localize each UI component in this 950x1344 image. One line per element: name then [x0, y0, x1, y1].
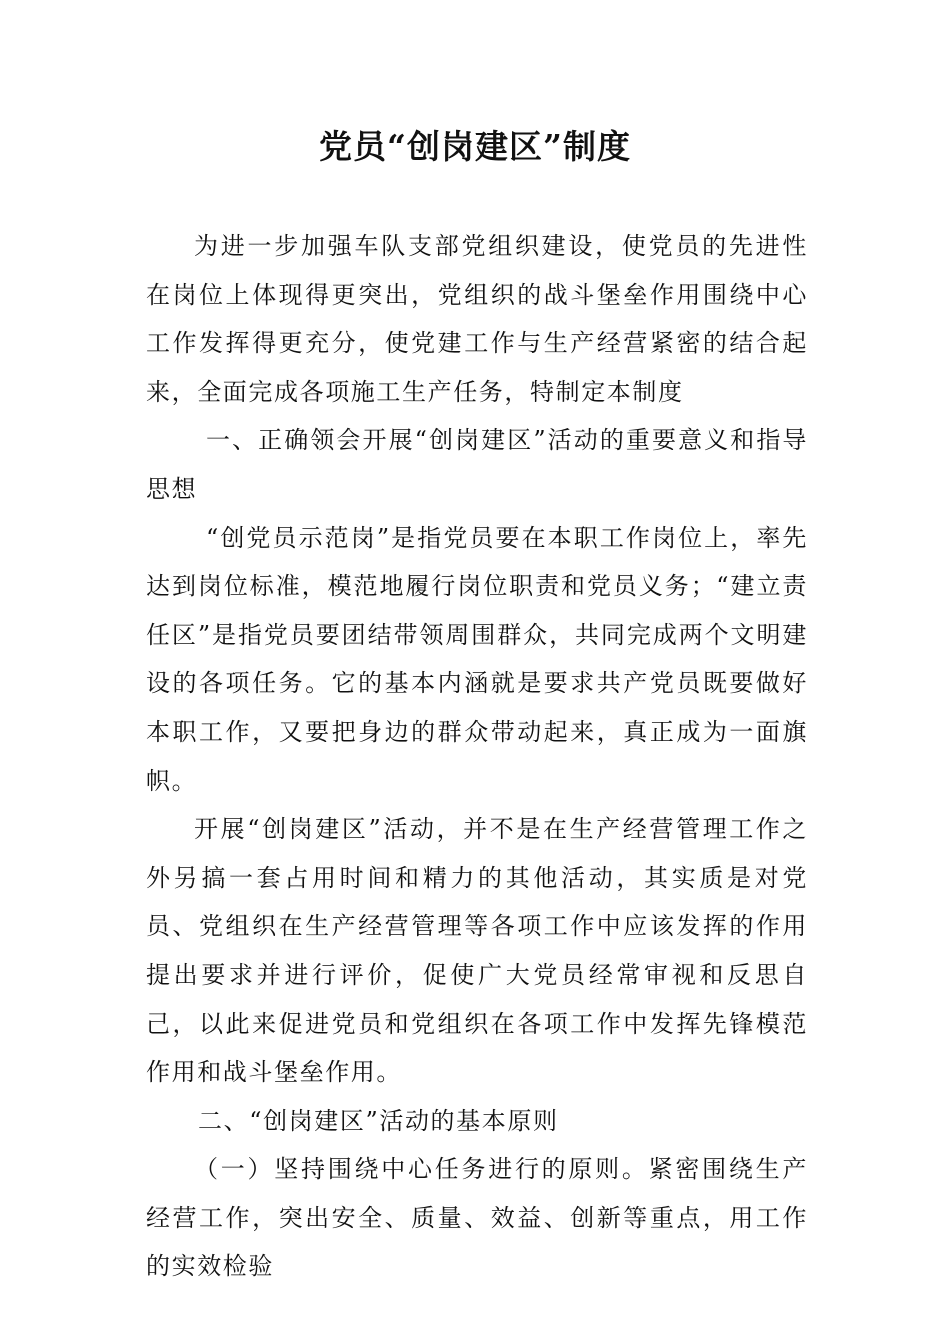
section-heading-1: 一、正确领会开展“创岗建区”活动的重要意义和指导思想	[146, 426, 808, 503]
essence-paragraph: 开展“创岗建区”活动，并不是在生产经营管理工作之外另搞一套占用时间和精力的其他活动，其实质是对党员、党组织在生产经营管理等各项工作中应该发挥的作用提出要求并进行评价，促使广大党员经常审视和反思自己，以此来促进党员和党组织在各项工作中发挥先锋模范作用和战斗堡垒作用。	[146, 815, 808, 1087]
principle-paragraph-1: （一）坚持围绕中心任务进行的原则。紧密围绕生产经营工作，突出安全、质量、效益、创新等重点，用工作的实效检验	[146, 1155, 808, 1281]
definition-paragraph: “创党员示范岗”是指党员要在本职工作岗位上，率先达到岗位标准，模范地履行岗位职责和党员义务；“建立责任区”是指党员要团结带领周围群众，共同完成两个文明建设的各项任务。它的基本内涵就是要求共产党员既要做好本职工作，又要把身边的群众带动起来，真正成为一面旗帜。	[146, 523, 808, 795]
section-heading-2: 二、“创岗建区”活动的基本原则	[198, 1106, 559, 1135]
intro-paragraph: 为进一步加强车队支部党组织建设，使党员的先进性在岗位上体现得更突出，党组织的战斗堡垒作用围绕中心工作发挥得更充分，使党建工作与生产经营紧密的结合起来，全面完成各项施工生产任务，特制定本制度	[146, 232, 808, 406]
document-body	[146, 222, 808, 1291]
document-title: 党员“创岗建区”制度	[319, 127, 631, 166]
